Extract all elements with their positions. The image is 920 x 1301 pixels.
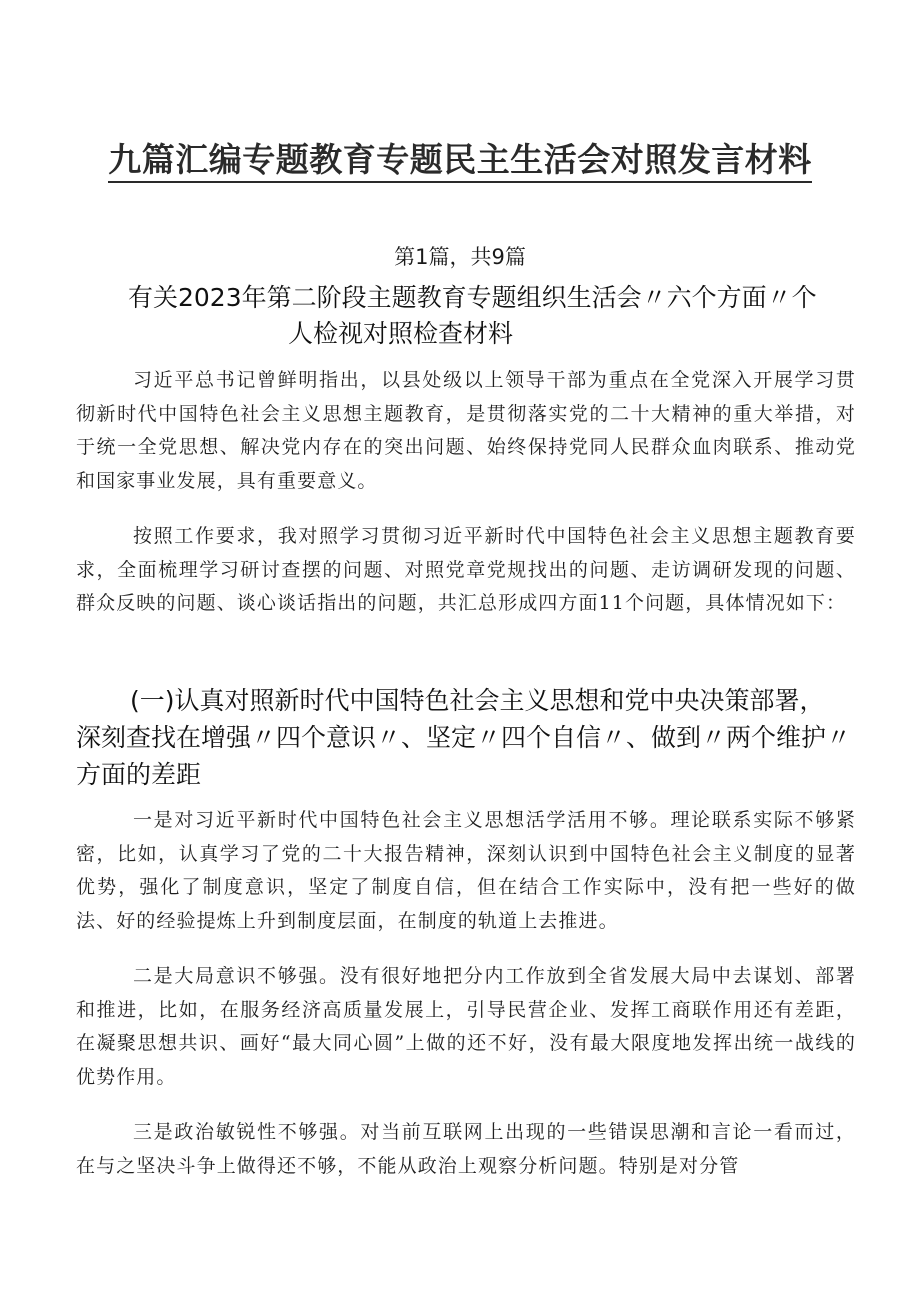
- paragraph-point-3: 三是政治敏锐性不够强。对当前互联网上出现的一些错误思潮和言论一看而过，在与之坚决斗争上做得还不够，不能从政治上观察分析问题。特别是对分管: [76, 1121, 856, 1177]
- paragraph-point-2: 二是大局意识不够强。没有很好地把分内工作放到全省发展大局中去谋划、部署和推进，比如，在服务经济高质量发展上，引导民营企业、发挥工商联作用还有差距，在凝聚思想共识、画好“最大同心圆”上做的还不好，没有最大限度地发挥出统一战线的优势作用。: [76, 965, 856, 1088]
- paragraph-intro: 习近平总书记曾鲜明指出，以县处级以上领导干部为重点在全党深入开展学习贯彻新时代中国特色社会主义思想主题教育，是贯彻落实党的二十大精神的重大举措，对于统一全党思想、解决党内存在的突出问题、始终保持党同人民群众血肉联系、推动党和国家事业发展，具有重要意义。: [76, 369, 856, 492]
- section-heading-line-2: 深刻查找在增强〃四个意识〃、坚定〃四个自信〃、做到〃两个维护〃: [76, 723, 852, 752]
- section-heading-1: [76, 682, 876, 793]
- document-title-text: 九篇汇编专题教育专题民主生活会对照发言材料: [108, 140, 812, 183]
- paragraph-point-1: 一是对习近平新时代中国特色社会主义思想活学活用不够。理论联系实际不够紧密，比如，认真学习了党的二十大报告精神，深刻认识到中国特色社会主义制度的显著优势，强化了制度意识，坚定了制度自信，但在结合工作实际中，没有把一些好的做法、好的经验提炼上升到制度层面，在制度的轨道上去推进。: [76, 809, 856, 932]
- article-title-line-1: 有关2023年第二阶段主题教育专题组织生活会〃六个方面〃个: [128, 283, 817, 312]
- section-heading-line-3: 方面的差距: [76, 760, 202, 789]
- part-label: 第1篇，共9篇: [394, 245, 526, 269]
- article-title: [100, 280, 860, 352]
- document-title: [0, 138, 920, 182]
- article-title-line-2: 人检视对照检查材料: [288, 319, 514, 348]
- paragraph-requirements: 按照工作要求，我对照学习贯彻习近平新时代中国特色社会主义思想主题教育要求，全面梳理学习研讨查摆的问题、对照党章党规找出的问题、走访调研发现的问题、群众反映的问题、谈心谈话指出的问题，共汇总形成四方面11个问题，具体情况如下：: [76, 525, 856, 614]
- section-heading-line-1: (一)认真对照新时代中国特色社会主义思想和党中央决策部署，: [130, 686, 825, 715]
